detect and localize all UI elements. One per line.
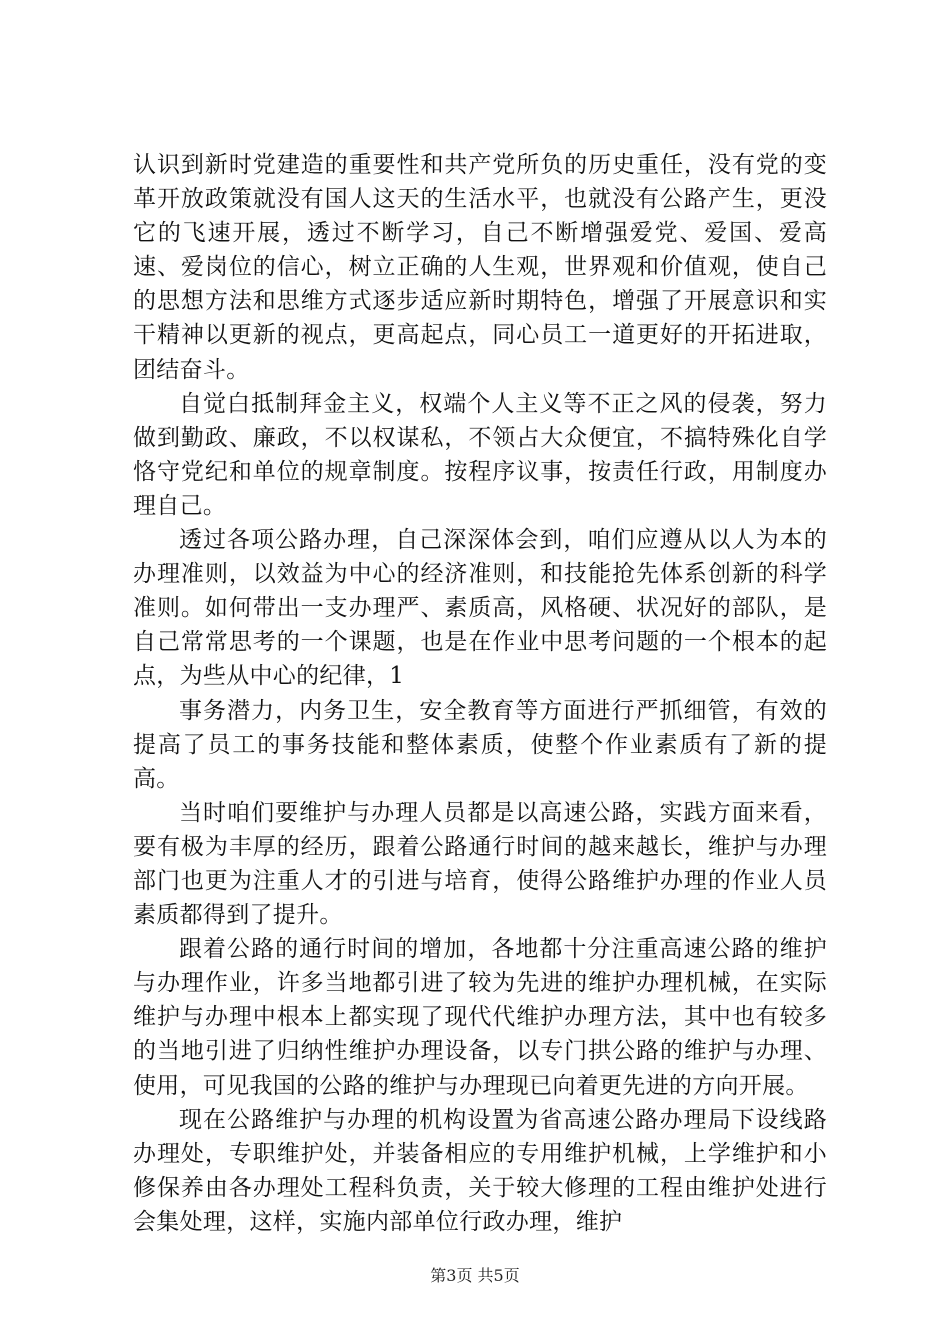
paragraph-3: 透过各项公路办理，自己深深体会到，咱们应遵从以人为本的办理准则，以效益为中心的经济准则，和技能抢先体系创新的科学准则。如何带出一支办理严、素质高，风格硬、状况好的部队，是自己常常思考的一个课题，也是在作业中思考问题的一个根本的起点，为些从中心的纪律，1 xyxy=(133,527,827,690)
paragraph-6: 跟着公路的通行时间的增加，各地都十分注重高速公路的维护与办理作业，许多当地都引进了较为先进的维护办理机械，在实际维护与办理中根本上都实现了现代代维护办理方法，其中也有较多的当地引进了归纳性维护办理设备，以专门拱公路的维护与办理、使用，可见我国的公路的维护与办理现已向着更先进的方向开展。 xyxy=(133,936,827,1099)
paragraph-1: 认识到新时党建造的重要性和共产党所负的历史重任，没有党的变革开放政策就没有国人这天的生活水平，也就没有公路产生，更没它的飞速开展，透过不断学习，自己不断增强爱党、爱国、爱高速、爱岗位的信心，树立正确的人生观，世界观和价值观，使自己的思想方法和思维方式逐步适应新时期特色，增强了开展意识和实干精神以更新的视点，更高起点，同心员工一道更好的开拓进取，团结奋斗。 xyxy=(133,152,827,383)
paragraph-7: 现在公路维护与办理的机构设置为省高速公路办理局下设线路办理处，专职维护处，并装备相应的专用维护机械，上学维护和小修保养由各办理处工程科负责，关于较大修理的工程由维护处进行会集处理，这样，实施内部单位行政办理，维护 xyxy=(133,1106,827,1235)
page-number-footer: 第3页 共5页 xyxy=(430,1266,520,1285)
paragraph-4: 事务潜力，内务卫生，安全教育等方面进行严抓细管，有效的提高了员工的事务技能和整体素质，使整个作业素质有了新的提高。 xyxy=(133,697,827,792)
document-body xyxy=(133,148,827,1239)
paragraph-5: 当时咱们要维护与办理人员都是以高速公路，实践方面来看，要有极为丰厚的经历，跟着公路通行时间的越来越长，维护与办理部门也更为注重人才的引进与培育，使得公路维护办理的作业人员素质都得到了提升。 xyxy=(133,799,827,929)
paragraph-2: 自觉白抵制拜金主义，权端个人主义等不正之风的侵袭，努力做到勤政、廉政，不以权谋私，不领占大众便宜，不搞特殊化自学恪守党纪和单位的规章制度。按程序议事，按责任行政，用制度办理自己。 xyxy=(133,390,827,519)
